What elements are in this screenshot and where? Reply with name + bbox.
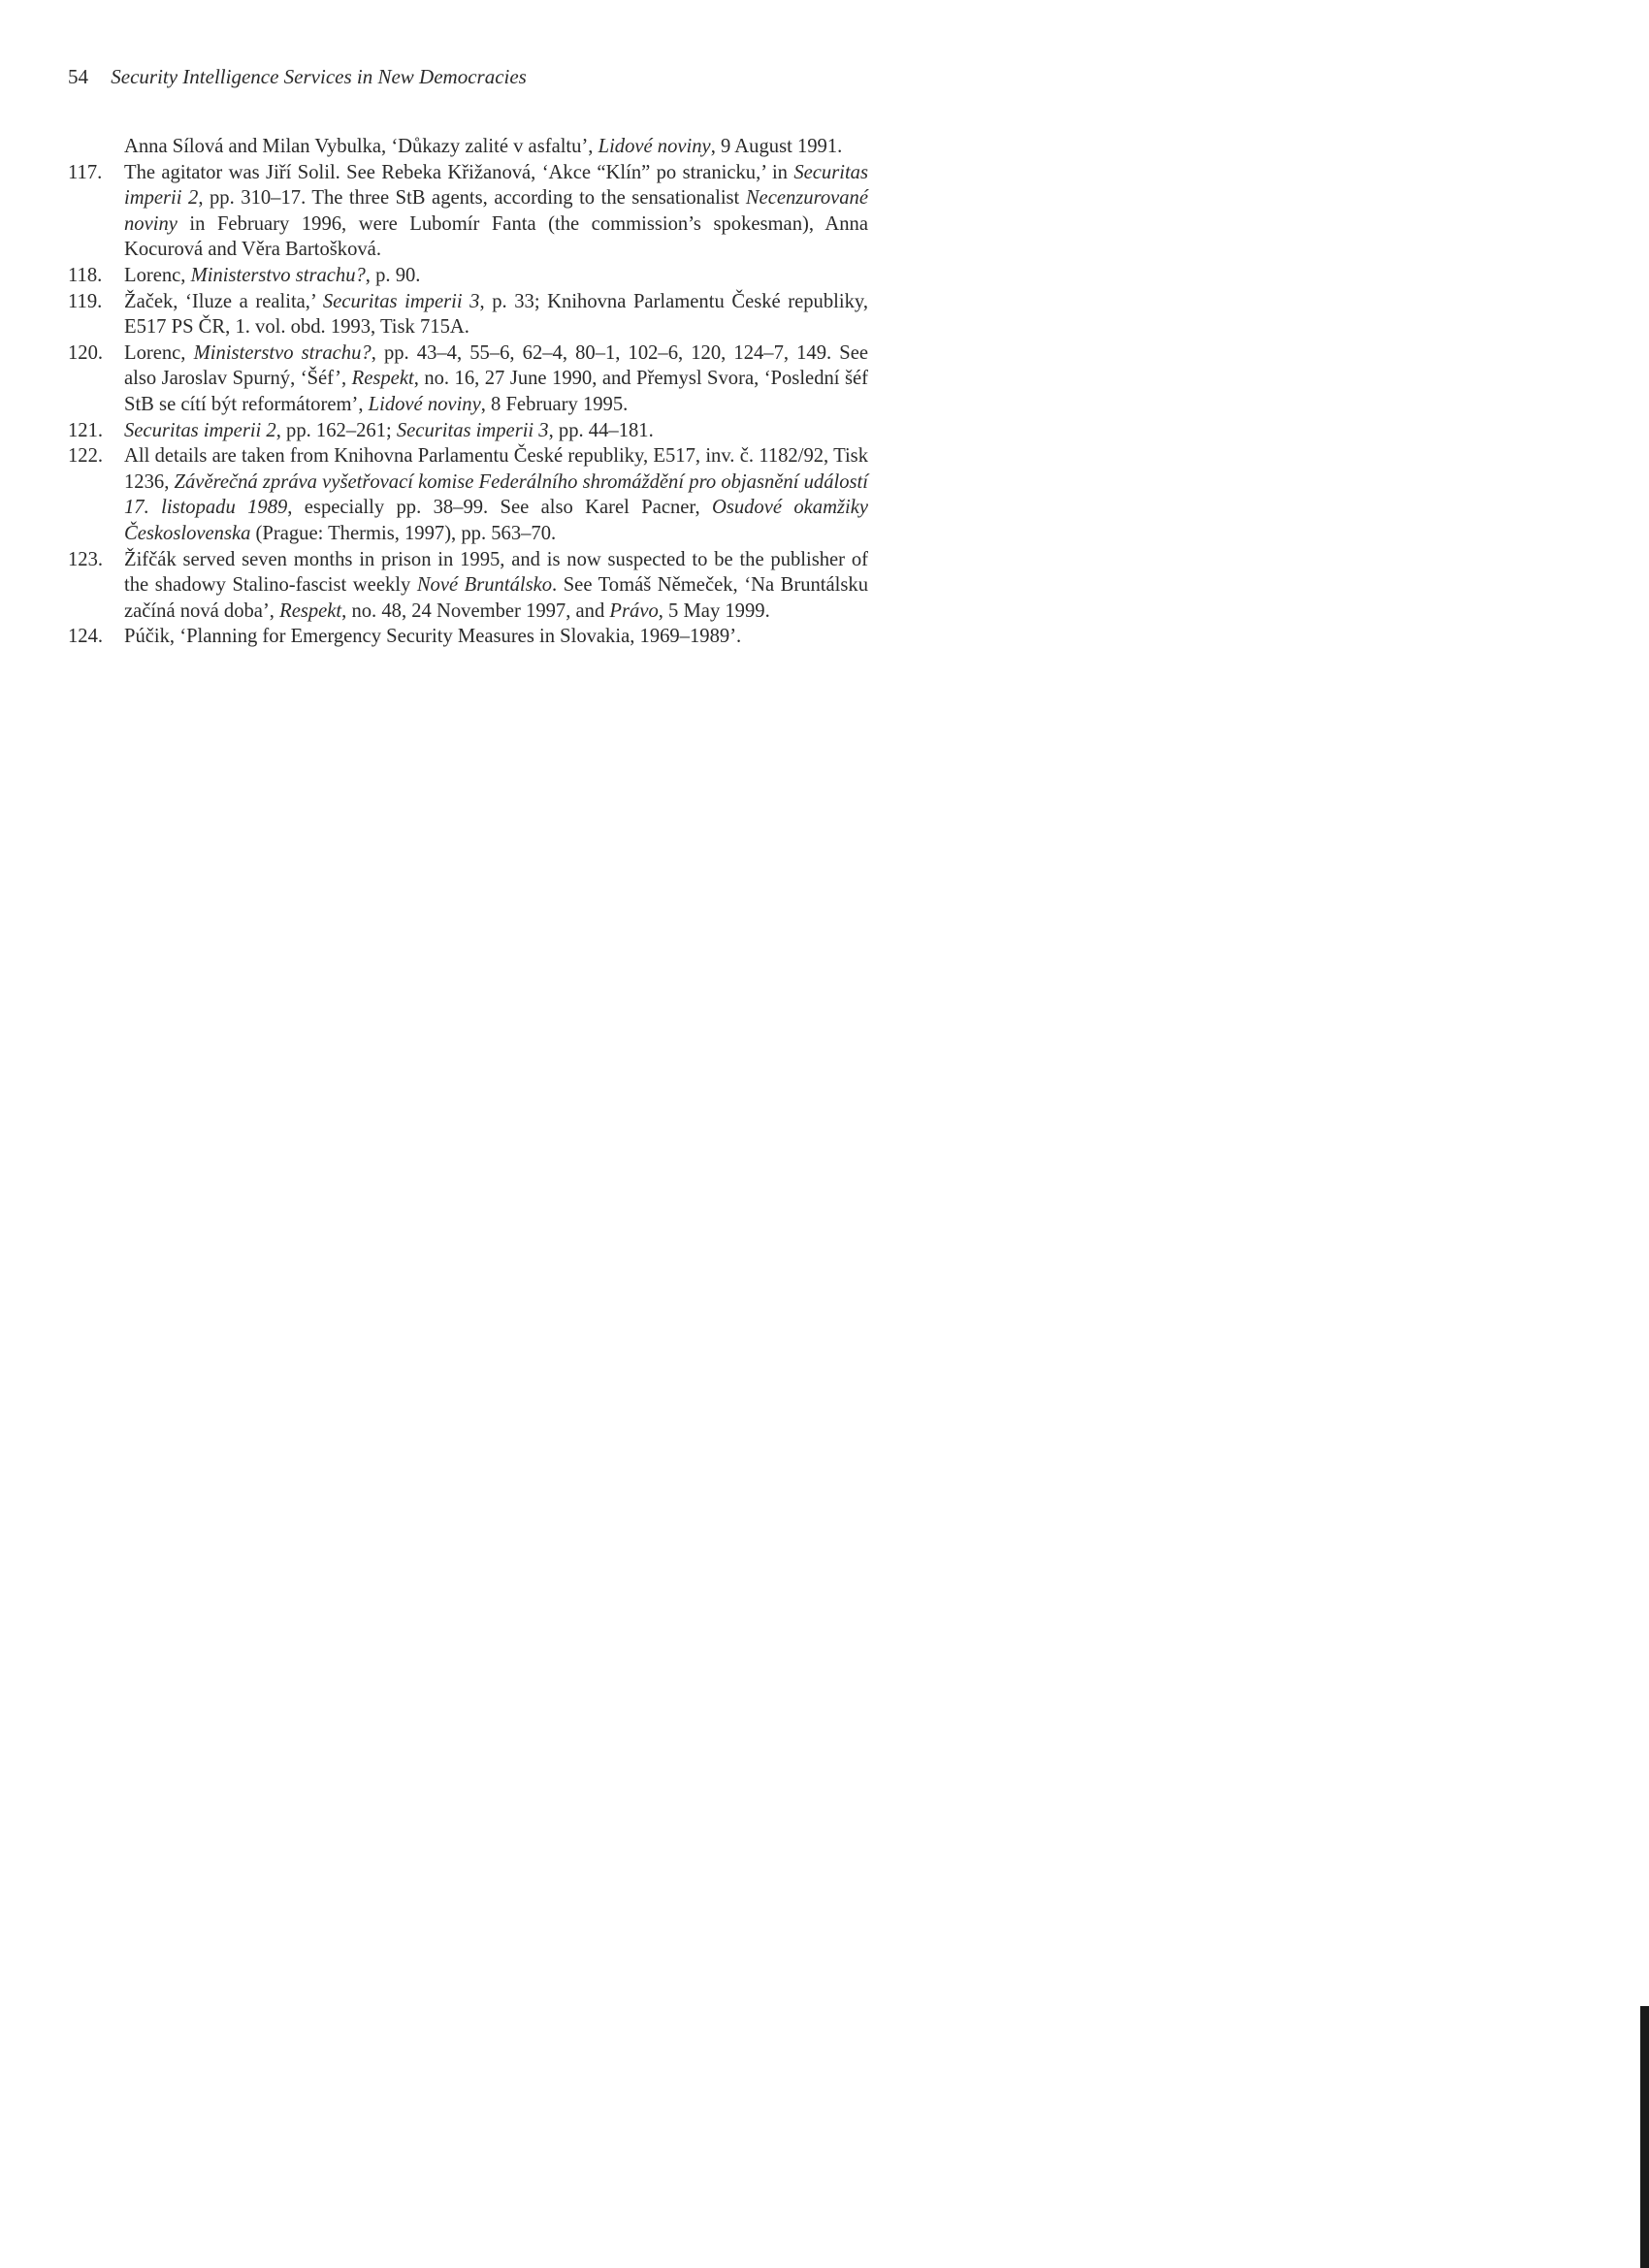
endnote-number: 121. [68,419,104,441]
endnote-text: All details are taken from Knihovna Parlamentu České republiky, E517, inv. č. 1182/92, Tisk 1236, Závěrečná zpráva vyšetřovací komise Federálního shromáždění pro objasnění událostí 17. listopadu 1989, especially pp. 38–99. See also Karel Pacner, Osudové okamžiky Československa (Prague: Thermis, 1997), pp. 563–70. [124,445,868,544]
endnote [68,160,868,263]
endnote [68,289,868,340]
endnotes-list [68,134,868,650]
endnote [68,443,868,546]
endnote-text: Securitas imperii 2, pp. 162–261; Securitas imperii 3, pp. 44–181. [124,419,654,441]
endnote-number: 124. [68,626,104,648]
page-edge-mark [1640,2006,1649,2268]
endnote-text: Púčik, ‘Planning for Emergency Security Measures in Slovakia, 1969–1989’. [124,626,742,648]
endnote-text: Lorenc, Ministerstvo strachu?, p. 90. [124,264,421,286]
endnote-number: 118. [68,264,103,286]
endnote-text: The agitator was Jiří Solil. See Rebeka Křižanová, ‘Akce “Klín” po stranicku,’ in Securitas imperii 2, pp. 310–17. The three StB agents, according to the sensationalist Necenzurované noviny in February 1996, were Lubomír Fanta (the commission’s spokesman), Anna Kocurová and Věra Bartošková. [124,161,868,261]
endnote [68,134,868,160]
endnote [68,340,868,418]
endnote-text: Anna Sílová and Milan Vybulka, ‘Důkazy zalité v asfaltu’, Lidové noviny, 9 August 1991. [124,136,843,157]
endnote-number: 122. [68,445,104,468]
running-title: Security Intelligence Services in New Democracies [111,65,527,88]
page-number: 54 [68,65,88,88]
endnote-number: 120. [68,341,104,364]
endnote [68,418,868,444]
endnote-text: Žaček, ‘Iluze a realita,’ Securitas imperii 3, p. 33; Knihovna Parlamentu České republiky, E517 PS ČR, 1. vol. obd. 1993, Tisk 715A. [124,290,868,339]
endnote-number: 117. [68,161,103,183]
endnote [68,547,868,625]
endnote [68,263,868,289]
endnote [68,624,868,650]
endnote-text: Žifčák served seven months in prison in 1995, and is now suspected to be the publisher of the shadowy Stalino-fascist weekly Nové Bruntálsko. See Tomáš Němeček, ‘Na Bruntálsku začíná nová doba’, Respekt, no. 48, 24 November 1997, and Právo, 5 May 1999. [124,548,868,622]
endnote-text: Lorenc, Ministerstvo strachu?, pp. 43–4, 55–6, 62–4, 80–1, 102–6, 120, 124–7, 149. See also Jaroslav Spurný, ‘Šéf’, Respekt, no. 16, 27 June 1990, and Přemysl Svora, ‘Poslední šéf StB se cítí být reformátorem’, Lidové noviny, 8 February 1995. [124,341,869,415]
endnote-number: 123. [68,548,104,570]
endnote-number: 119. [68,290,103,312]
page-header [68,62,527,91]
